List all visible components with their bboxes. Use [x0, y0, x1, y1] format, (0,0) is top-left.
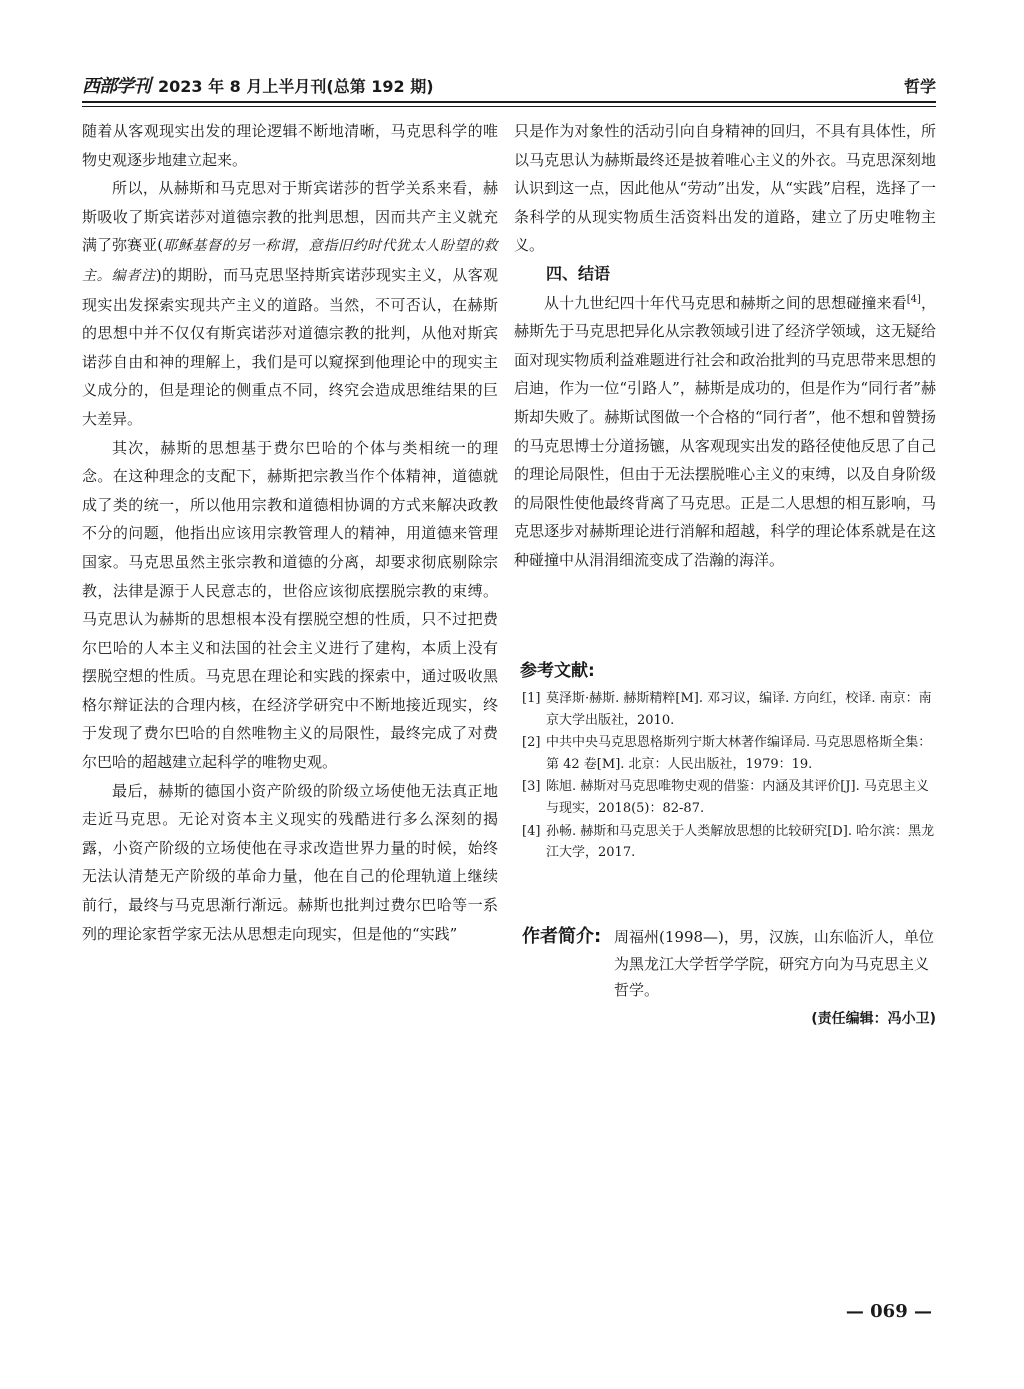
- editor-note: 耶稣基督的另一称谓，意指旧约时代犹太人盼望的救主。编者注: [82, 238, 499, 284]
- page-number: — 069 —: [845, 1301, 932, 1322]
- paragraph: 最后，赫斯的德国小资产阶级的阶级立场使他无法真正地走近马克思。无论对资本主义现实的残酷进行多么深刻的揭露，小资产阶级的立场使他在寻求改造世界力量的时候，始终无法认清楚无产阶级的革命力量，他在自己的伦理轨道上继续前行，最终与马克思渐行渐远。赫斯也批判过费尔巴哈等一系列的理论家哲学家无法从思想走向现实，但是他的“实践”: [82, 781, 498, 943]
- responsible-editor: (责任编辑：冯小卫): [811, 1011, 936, 1027]
- paragraph: [82, 174, 498, 433]
- paragraph: 只是作为对象性的活动引向自身精神的回归，不具有具体性，所以马克思认为赫斯最终还是披着唯心主义的外衣。马克思深刻地认识到这一点，因此他从“劳动”出发，从“实践”启程，选择了一条科学的从现实物质生活资料出发的道路，建立了历史唯物主义。: [514, 122, 936, 255]
- paragraph: [514, 289, 936, 575]
- paragraph-text: )的期盼，而马克思坚持斯宾诺莎现实主义，从客观现实出发探索实现共产主义的道路。当然，不可否认，在赫斯的思想中并不仅仅有斯宾诺莎对道德宗教的批判，从他对斯宾诺莎自由和神的理解上，我们是可以窥探到他理论中的现实主义成分的，但是理论的侧重点不同，终究会造成思维结果的巨大差异。: [82, 265, 499, 428]
- right-column: [514, 117, 936, 575]
- reference-number: [4]: [522, 823, 541, 839]
- reference-item: [522, 821, 936, 864]
- reference-number: [1]: [522, 691, 541, 706]
- issue-info: 2023 年 8 月上半月刊(总第 192 期): [158, 77, 434, 96]
- reference-item: [522, 732, 936, 775]
- reference-text: 孙畅. 赫斯和马克思关于人类解放思想的比较研究[D]. 哈尔滨：黑龙江大学，2017.: [546, 823, 935, 861]
- reference-item: [522, 776, 936, 819]
- reference-text: 陈旭. 赫斯对马克思唯物史观的借鉴：内涵及其评价[J]. 马克思主义与现实，2018(5)：82-87.: [546, 779, 929, 816]
- references-heading: 参考文献:: [520, 661, 595, 681]
- section-heading: 四、结语: [546, 263, 611, 283]
- reference-item: [522, 688, 936, 731]
- reference-number: [3]: [522, 779, 541, 795]
- paragraph-text: 从十九世纪四十年代马克思和赫斯之间的思想碰撞来看: [544, 293, 907, 312]
- journal-logo: 西部学刊: [82, 76, 150, 97]
- author-bio: [522, 924, 936, 1004]
- paragraph-text: 所以，从赫斯和马克思对于斯宾诺莎的哲学关系来看，赫斯吸收了斯宾诺莎对道德宗教的批判思想，因而共产主义就充满了弥赛亚(: [82, 179, 498, 255]
- citation-marker: [4]: [906, 293, 921, 305]
- paragraph: 其次，赫斯的思想基于费尔巴哈的个体与类相统一的理念。在这种理念的支配下，赫斯把宗教当作个体精神，道德就成了类的统一，所以他用宗教和道德相协调的方式来解决政教不分的问题，他指出应该用宗教管理人的精神，用道德来管理国家。马克思虽然主张宗教和道德的分离，却要求彻底剔除宗教，法律是源于人民意志的，世俗应该彻底摆脱宗教的束缚。马克思认为赫斯的思想根本没有摆脱空想的性质，只不过把费尔巴哈的人本主义和法国的社会主义进行了建构，本质上没有摆脱空想的性质。马克思在理论和实践的探索中，通过吸收黑格尔辩证法的合理内核，在经济学研究中不断地接近现实，终于发现了费尔巴哈的自然唯物主义的局限性，最终完成了对费尔巴哈的超越建立起科学的唯物史观。: [82, 438, 498, 772]
- header-rule-thin: [82, 106, 936, 107]
- author-label: 作者简介:: [522, 926, 602, 947]
- header-rule-thick: [82, 101, 936, 103]
- paragraph-text: ，赫斯先于马克思把异化从宗教领域引进了经济学领域，这无疑给面对现实物质利益难题进行社会和政治批判的马克思带来思想的启迪，作为一位“引路人”，赫斯是成功的，但是作为“同行者”赫斯却失败了。赫斯试图做一个合格的“同行者”，他不想和曾赞扬的马克思博士分道扬镳，从客观现实出发的路径使他反思了自己的理论局限性，但由于无法摆脱唯心主义的束缚，以及自身阶级的局限性使他最终背离了马克思。正是二人思想的相互影响，马克思逐步对赫斯理论进行消解和超越，科学的理论体系就是在这种碰撞中从涓涓细流变成了浩瀚的海洋。: [514, 293, 936, 569]
- reference-text: 莫泽斯·赫斯. 赫斯精粹[M]. 邓习议，编译. 方向红，校译. 南京：南京大学出版社，2010.: [546, 691, 932, 728]
- author-text: 周福州(1998—)，男，汉族，山东临沂人，单位为黑龙江大学哲学学院，研究方向为马克思主义哲学。: [614, 928, 934, 999]
- paragraph: 随着从客观现实出发的理论逻辑不断地清晰，马克思科学的唯物史观逐步地建立起来。: [82, 122, 498, 169]
- left-column: [82, 117, 498, 948]
- section-label: 哲学: [903, 77, 936, 96]
- references-list: [522, 688, 936, 865]
- reference-text: 中共中央马克思恩格斯列宁斯大林著作编译局. 马克思恩格斯全集：第 42 卷[M]. 北京：人民出版社，1979：19.: [546, 735, 932, 772]
- reference-number: [2]: [522, 735, 541, 751]
- page-header: [82, 70, 936, 100]
